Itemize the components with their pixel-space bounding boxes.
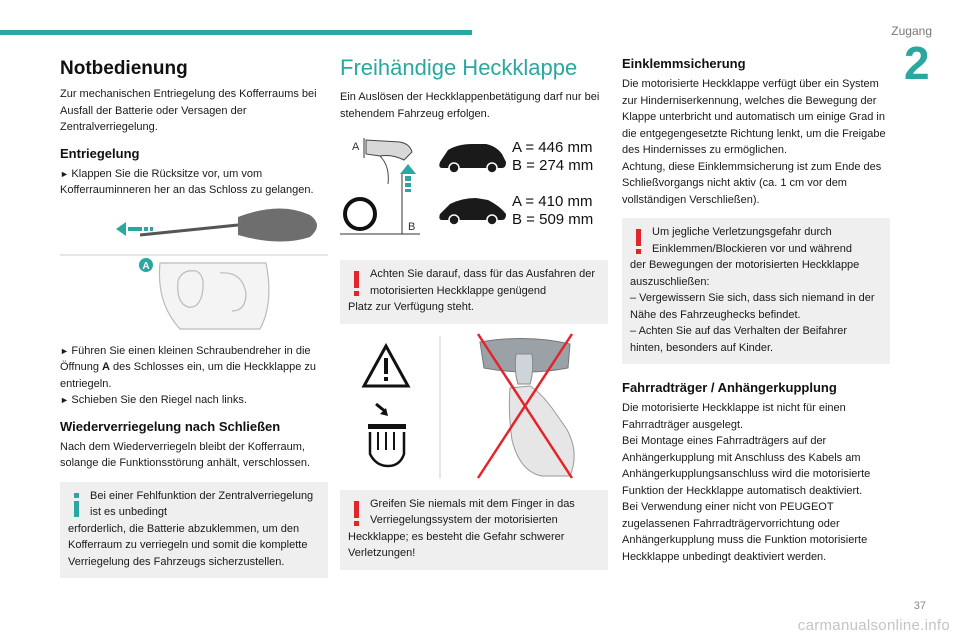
handsfree-intro: Ein Auslösen der Heckklappenbetätigung darf nur bei stehendem Fahrzeug erfolgen. bbox=[340, 91, 600, 120]
anti-pinch-text: Die motorisierte Heckklappe verfügt über ein System zur Hinderniserkennung, welches die Bewegung der Klappe unterbricht und automatisch um einige Grad in die entgegengesetzte Richtung lenkt, um die Freigabe des Hindernisses zu ermöglichen. bbox=[622, 78, 886, 156]
section-title: Zugang bbox=[891, 24, 932, 38]
warning-pinch-item-2: – Achten Sie auf das Verhalten der Beifahrer hinten, besonders auf Kinder. bbox=[630, 325, 848, 354]
warning-triangle-icon bbox=[364, 346, 408, 386]
step2-marker: A bbox=[102, 361, 110, 373]
lock-illustration bbox=[60, 203, 328, 339]
warning-fingers-first: Greifen Sie niemals mit dem Finger in das Verriegelungssystem der motorisierten bbox=[370, 497, 575, 526]
warning-notice-fingers bbox=[340, 490, 608, 570]
header-accent-bar bbox=[0, 30, 472, 35]
warning-space-rest: Platz zur Verfügung steht. bbox=[348, 301, 474, 313]
suv-dimension-a: A = 446 mm bbox=[512, 139, 593, 156]
fastback-icon bbox=[439, 198, 506, 225]
pinch-warning-illustration bbox=[340, 332, 608, 482]
warning-icon bbox=[350, 499, 364, 527]
warning-icon bbox=[350, 269, 364, 297]
warning-space-first: Achten Sie darauf, dass für das Ausfahren der motorisierten Heckklappe genügend bbox=[370, 268, 596, 297]
heading-wiederverriegelung: Wiederverriegelung nach Schließen bbox=[60, 418, 281, 434]
column-handsfree bbox=[340, 52, 608, 570]
bike-text-1: Die motorisierte Heckklappe ist nicht für einen Fahrradträger ausgelegt. bbox=[622, 402, 846, 431]
clearance-diagram bbox=[340, 134, 608, 242]
heading-notbedienung: Notbedienung bbox=[60, 58, 188, 79]
emergency-intro: Zur mechanischen Entriegelung des Kofferraums bei Ausfall der Batterie oder Versagen der Zentralverriegelung. bbox=[60, 88, 317, 133]
warning-pinch-item-1: – Vergewissern Sie sich, dass sich niemand in der Nähe des Fahrzeughecks befindet. bbox=[630, 292, 875, 321]
info-text-rest: erforderlich, die Batterie abzuklemmen, um den Kofferraum zu verriegeln und somit die komplette Verriegelung des Fahrzeugs sicherzustellen. bbox=[68, 522, 308, 568]
bike-text-2: Bei Montage eines Fahrradträgers auf der Anhängerkupplung mit Anschluss des Kabels am Anhängerkupplungsanschluss wird die motorisierte Funktion der Heckklappe automatisch deaktiviert. bbox=[622, 435, 871, 497]
heading-einklemmsicherung: Einklemmsicherung bbox=[622, 56, 746, 71]
fastback-dimension-a: A = 410 mm bbox=[512, 193, 593, 210]
warning-fingers-rest: Heckklappe; es besteht die Gefahr schwerer Verletzungen! bbox=[348, 530, 565, 559]
heading-entriegelung: Entriegelung bbox=[60, 145, 140, 161]
pinched-hand-icon bbox=[368, 404, 406, 466]
step2-text-post: des Schlosses ein, um die Heckklappe zu entriegeln. bbox=[60, 361, 317, 390]
heading-fahrradtraeger: Fahrradträger / Anhängerkupplung bbox=[622, 380, 837, 395]
column-anti-pinch bbox=[622, 52, 890, 565]
column-emergency bbox=[60, 52, 328, 578]
anti-pinch-text-2: Achtung, diese Einklemmsicherung ist zum Ende des Schließvorgangs nicht aktiv (ca. 1 cm vor dem vollständigen Verschließen). bbox=[622, 160, 882, 206]
warning-notice-space bbox=[340, 260, 608, 324]
watermark: carmanualsonline.info bbox=[797, 617, 950, 634]
warning-pinch-first: Um jegliche Verletzungsgefahr durch Einklemmen/Blockieren vor und während bbox=[652, 226, 852, 255]
info-notice bbox=[60, 482, 328, 579]
unlock-step-2 bbox=[60, 343, 328, 393]
bike-text-3: Bei Verwendung einer nicht von PEUGEOT zugelassenen Fahrradträgervorrichtung oder Anhängerkupplung muss die Funktion motorisierte Heckklappe unbedingt deaktiviert werden. bbox=[622, 501, 868, 563]
diagram-label-a: A bbox=[352, 141, 360, 153]
heading-freihaendige-heckklappe: Freihändige Heckklappe bbox=[340, 55, 578, 80]
chapter-number: 2 bbox=[904, 37, 930, 89]
info-icon bbox=[70, 491, 84, 519]
unlock-step-3: ► Schieben Sie den Riegel nach links. bbox=[60, 392, 328, 409]
fastback-dimension-b: B = 509 mm bbox=[512, 211, 594, 228]
marker-a: A bbox=[142, 260, 150, 272]
relock-text: Nach dem Wiederverriegeln bleibt der Kofferraum, solange die Funktionsstörung anhält, verschlossen. bbox=[60, 440, 311, 469]
step2-text-pre: Führen Sie einen kleinen Schraubendreher in die Öffnung bbox=[60, 344, 311, 373]
unlock-step-1: ► Klappen Sie die Rücksitze vor, um vom Kofferrauminneren her an das Schloss zu gelangen. bbox=[60, 166, 328, 199]
suv-dimension-b: B = 274 mm bbox=[512, 157, 594, 174]
warning-icon bbox=[632, 227, 646, 255]
suv-icon bbox=[439, 144, 506, 173]
diagram-label-b: B bbox=[408, 221, 416, 233]
warning-pinch-rest: der Bewegungen der motorisierten Heckklappe auszuschließen: bbox=[630, 259, 860, 288]
info-text-first: Bei einer Fehlfunktion der Zentralverriegelung ist es unbedingt bbox=[90, 489, 314, 518]
page-number: 37 bbox=[913, 600, 926, 612]
warning-notice-pinch bbox=[622, 218, 890, 364]
